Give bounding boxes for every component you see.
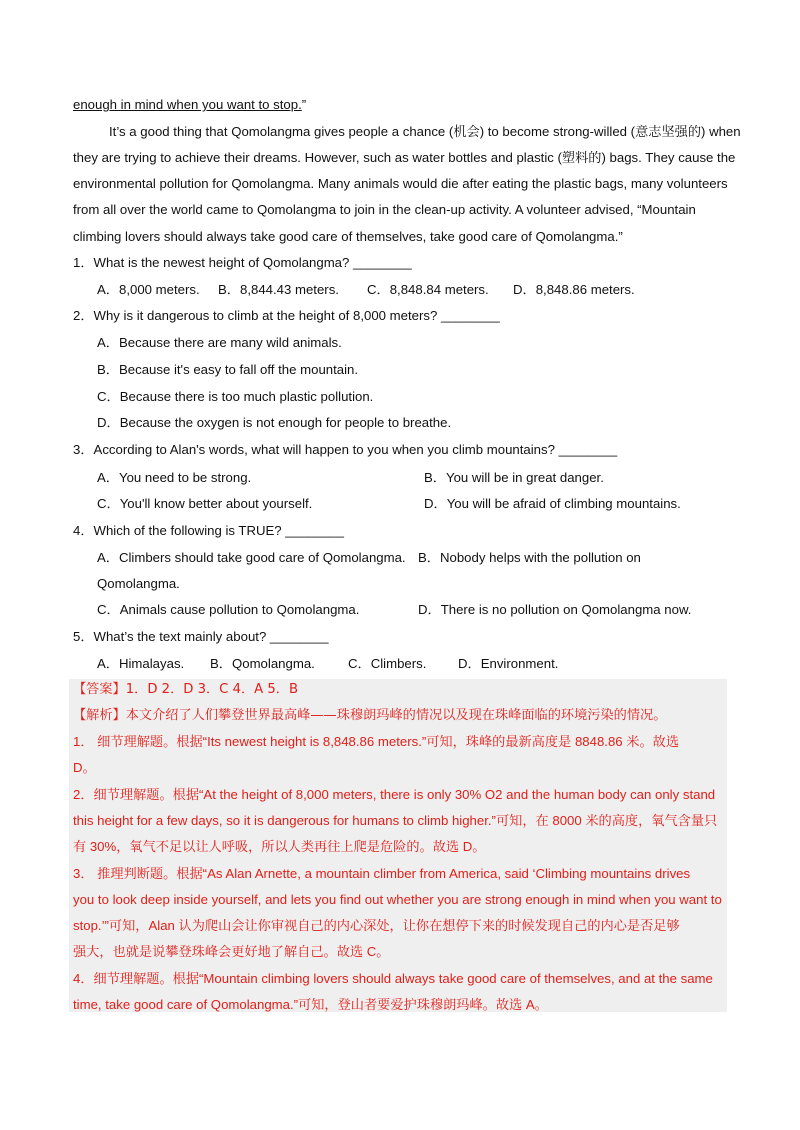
question-stem: 2．Why is it dangerous to climb at the height of 8,000 meters? ________ bbox=[73, 308, 500, 323]
explanation-line: this height for a few days, so it is dangerous for humans to climb higher.”可知，在 8000 米的高度，氧气含量只 bbox=[73, 813, 718, 828]
underlined-text: enough in mind when you want to stop. bbox=[73, 97, 302, 112]
passage-line: they are trying to achieve their dreams. However, such as water bottles and plastic (塑料的) bags. They cause the bbox=[73, 150, 736, 165]
option-d: D．There is no pollution on Qomolangma now. bbox=[418, 602, 692, 617]
passage-line: from all over the world came to Qomolangma to join in the clean-up activity. A volunteer advised, “Mountain bbox=[73, 202, 696, 217]
option-c: C．Because there is too much plastic pollution. bbox=[97, 389, 374, 404]
passage-line bbox=[73, 96, 728, 114]
explanation-line: 有 30%，氧气不足以让人呼吸，所以人类再往上爬是危险的。故选 D。 bbox=[73, 839, 486, 854]
passage-line: climbing lovers should always take good care of themselves, take good care of Qomolangma.” bbox=[73, 229, 623, 244]
explanation-line: stop.’”可知，Alan 认为爬山会让你审视自己的内心深处，让你在想停下来的时候发现自己的内心是否足够 bbox=[73, 918, 680, 933]
option-b: B．Nobody helps with the pollution on bbox=[418, 550, 641, 565]
option-a: A．Because there are many wild animals. bbox=[97, 335, 342, 350]
option-a: A．Climbers should take good care of Qomolangma. bbox=[97, 550, 406, 565]
explanation-line: D。 bbox=[73, 760, 96, 775]
option-a: A．You need to be strong. bbox=[97, 470, 252, 485]
explanation-line: 强大，也就是说攀登珠峰会更好地了解自己。故选 C。 bbox=[73, 944, 390, 959]
option-c: C．You'll know better about yourself. bbox=[97, 496, 313, 511]
option-c: C．8,848.84 meters. bbox=[367, 282, 489, 297]
option-d: D．Because the oxygen is not enough for people to breathe. bbox=[97, 415, 452, 430]
passage-line: environmental pollution for Qomolangma. Many animals would die after eating the plastic bags, many volunteers bbox=[73, 176, 728, 191]
answer-key: 【答案】1．D 2．D 3．C 4．A 5．B bbox=[73, 682, 298, 697]
quote-mark: ” bbox=[301, 97, 307, 112]
option-d: D．Environment. bbox=[458, 656, 559, 671]
passage-line: It’s a good thing that Qomolangma gives people a chance (机会) to become strong-willed (意志坚强的) when bbox=[109, 124, 741, 139]
option-c: C．Animals cause pollution to Qomolangma. bbox=[97, 602, 360, 617]
explanation-line: 3． 推理判断题。根据“As Alan Arnette, a mountain climber from America, said ‘Climbing mountains drives bbox=[73, 866, 691, 881]
explanation-line: you to look deep inside yourself, and lets you find out whether you are strong enough in mind when you want to bbox=[73, 892, 722, 907]
analysis-summary: 【解析】本文介绍了人们攀登世界最高峰——珠穆朗玛峰的情况以及现在珠峰面临的环境污染的情况。 bbox=[73, 708, 667, 723]
explanation-line: 1． 细节理解题。根据“Its newest height is 8,848.86 meters.”可知，珠峰的最新高度是 8848.86 米。故选 bbox=[73, 734, 680, 749]
option-c: C．Climbers. bbox=[348, 656, 427, 671]
option-b-continued: Qomolangma. bbox=[97, 576, 180, 591]
explanation-line: 4．细节理解题。根据“Mountain climbing lovers should always take good care of themselves, and at the same bbox=[73, 971, 713, 986]
option-a: A．Himalayas. bbox=[97, 656, 185, 671]
option-b: B．Because it's easy to fall off the mountain. bbox=[97, 362, 359, 377]
option-b: B．Qomolangma. bbox=[210, 656, 315, 671]
question-stem: 5．What’s the text mainly about? ________ bbox=[73, 629, 329, 644]
question-stem: 4．Which of the following is TRUE? ________ bbox=[73, 523, 344, 538]
explanation-line: time, take good care of Qomolangma.”可知，登山者要爱护珠穆朗玛峰。故选 A。 bbox=[73, 997, 548, 1012]
explanation-line: 2．细节理解题。根据“At the height of 8,000 meters, there is only 30% O2 and the human body can only stand bbox=[73, 787, 716, 802]
option-b: B．You will be in great danger. bbox=[424, 470, 604, 485]
option-b: B．8,844.43 meters. bbox=[218, 282, 339, 297]
option-a: A．8,000 meters. bbox=[97, 282, 200, 297]
question-stem: 1．What is the newest height of Qomolangma? ________ bbox=[73, 255, 412, 270]
option-d: D．8,848.86 meters. bbox=[513, 282, 635, 297]
option-d: D．You will be afraid of climbing mountains. bbox=[424, 496, 681, 511]
question-stem: 3．According to Alan's words, what will happen to you when you climb mountains? ________ bbox=[73, 442, 618, 457]
